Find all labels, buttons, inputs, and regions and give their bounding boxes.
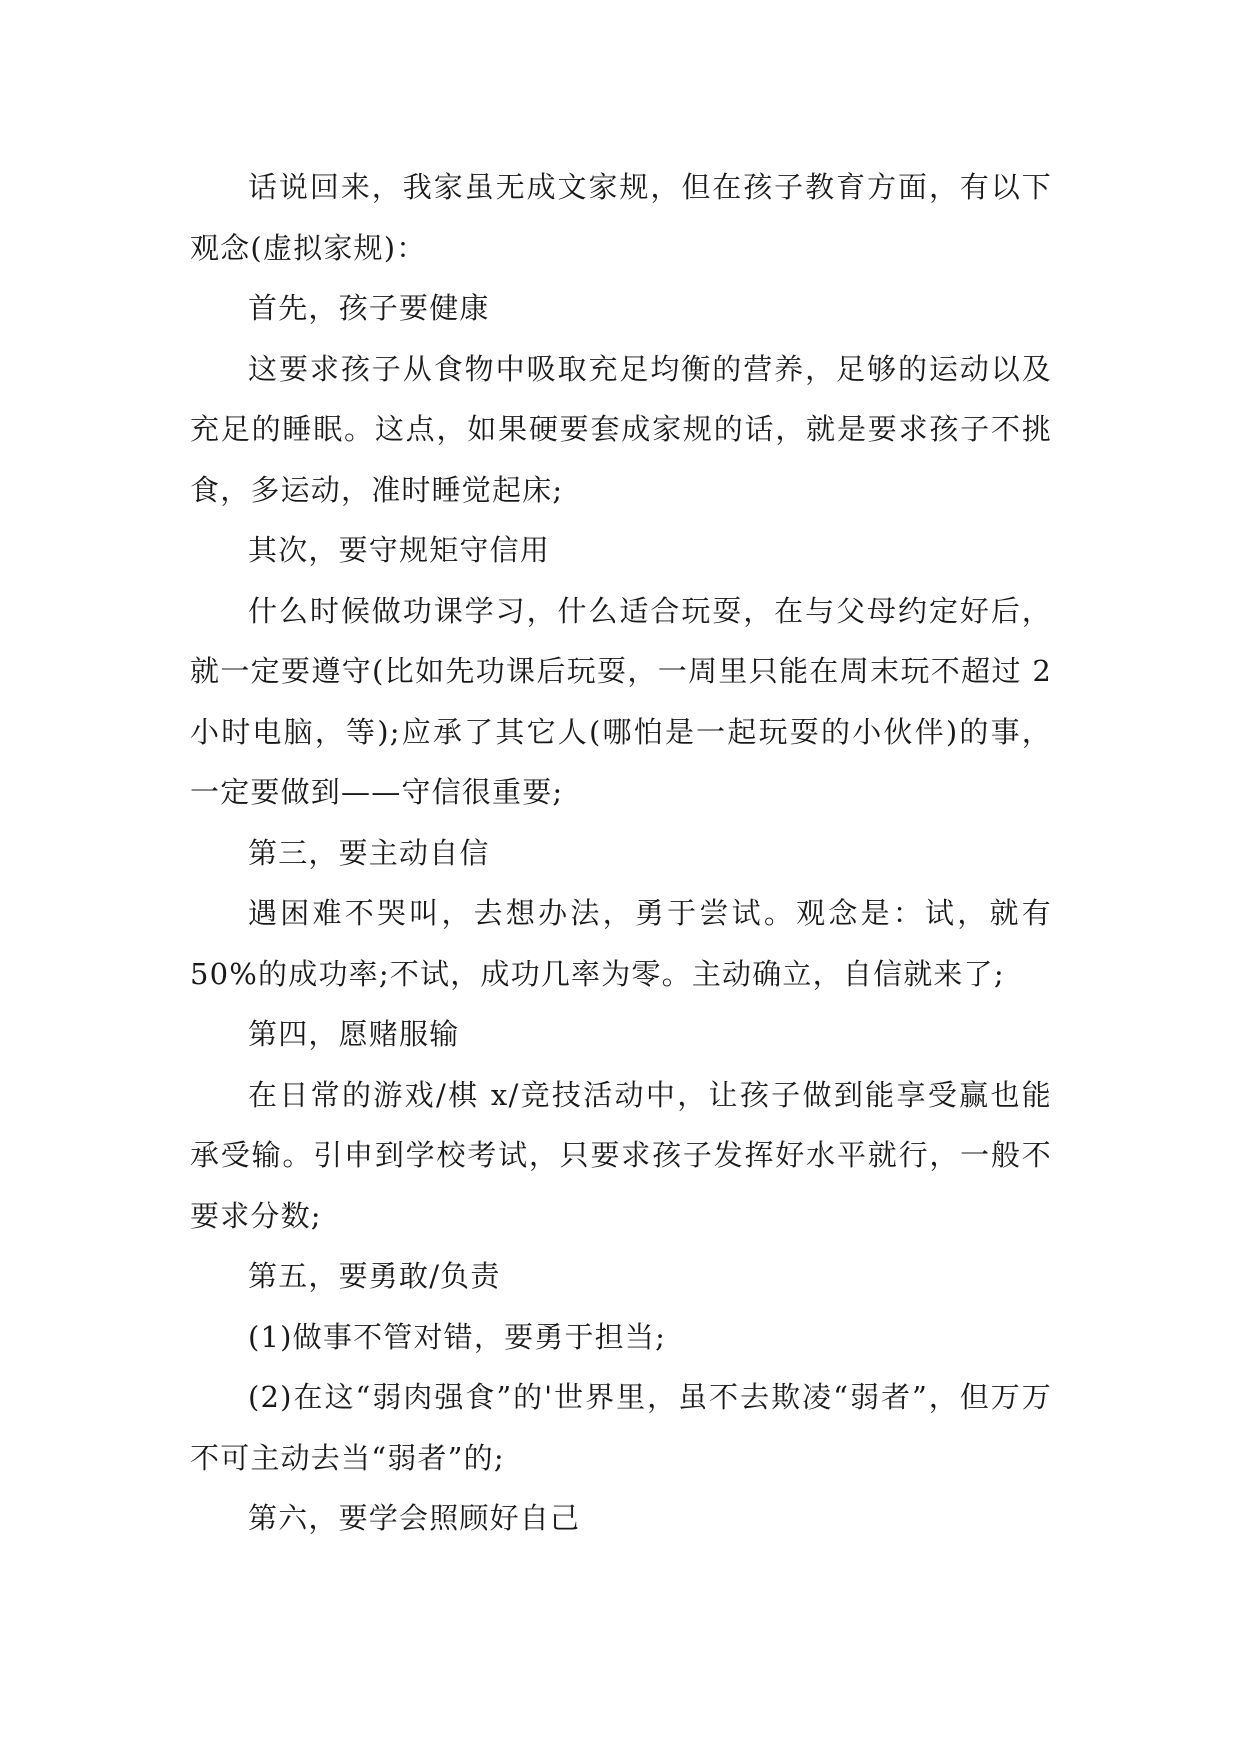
document-page bbox=[190, 157, 1063, 1549]
heading-fourth-sportsmanship: 第四，愿赌服输 bbox=[248, 1017, 460, 1051]
heading-fifth-courage: 第五，要勇敢/负责 bbox=[248, 1259, 501, 1293]
paragraph-intro: 话说回来，我家虽无成文家规，但在孩子教育方面，有以下观念(虚拟家规)： bbox=[190, 170, 1052, 265]
heading-sixth-self-care: 第六，要学会照顾好自己 bbox=[248, 1501, 581, 1535]
heading-second-rules: 其次，要守规矩守信用 bbox=[248, 533, 551, 567]
paragraph-courage-2: (2)在这“弱肉强食”的'世界里，虽不去欺凌“弱者”，但万万不可主动去当“弱者”的; bbox=[190, 1380, 1052, 1475]
paragraph-health: 这要求孩子从食物中吸取充足均衡的营养，足够的运动以及充足的睡眠。这点，如果硬要套成家规的话，就是要求孩子不挑食，多运动，准时睡觉起床; bbox=[190, 351, 1052, 507]
paragraph-confidence: 遇困难不哭叫，去想办法，勇于尝试。观念是：试，就有 50%的成功率;不试，成功几率为零。主动确立，自信就来了; bbox=[190, 896, 1063, 991]
paragraph-courage-1: (1)做事不管对错，要勇于担当; bbox=[248, 1319, 667, 1354]
paragraph-rules: 什么时候做功课学习，什么适合玩耍，在与父母约定好后，就一定要遵守(比如先功课后玩耍，一周里只能在周末玩不超过 2 小时电脑，等);应承了其它人(哪怕是一起玩耍的小伙伴)的事，一定要做到——守信很重要; bbox=[190, 593, 1063, 809]
heading-first-health: 首先，孩子要健康 bbox=[248, 291, 490, 325]
paragraph-sportsmanship: 在日常的游戏/棋 x/竞技活动中，让孩子做到能享受赢也能承受输。引申到学校考试，只要求孩子发挥好水平就行，一般不要求分数; bbox=[190, 1077, 1052, 1233]
heading-third-confidence: 第三，要主动自信 bbox=[248, 835, 490, 870]
